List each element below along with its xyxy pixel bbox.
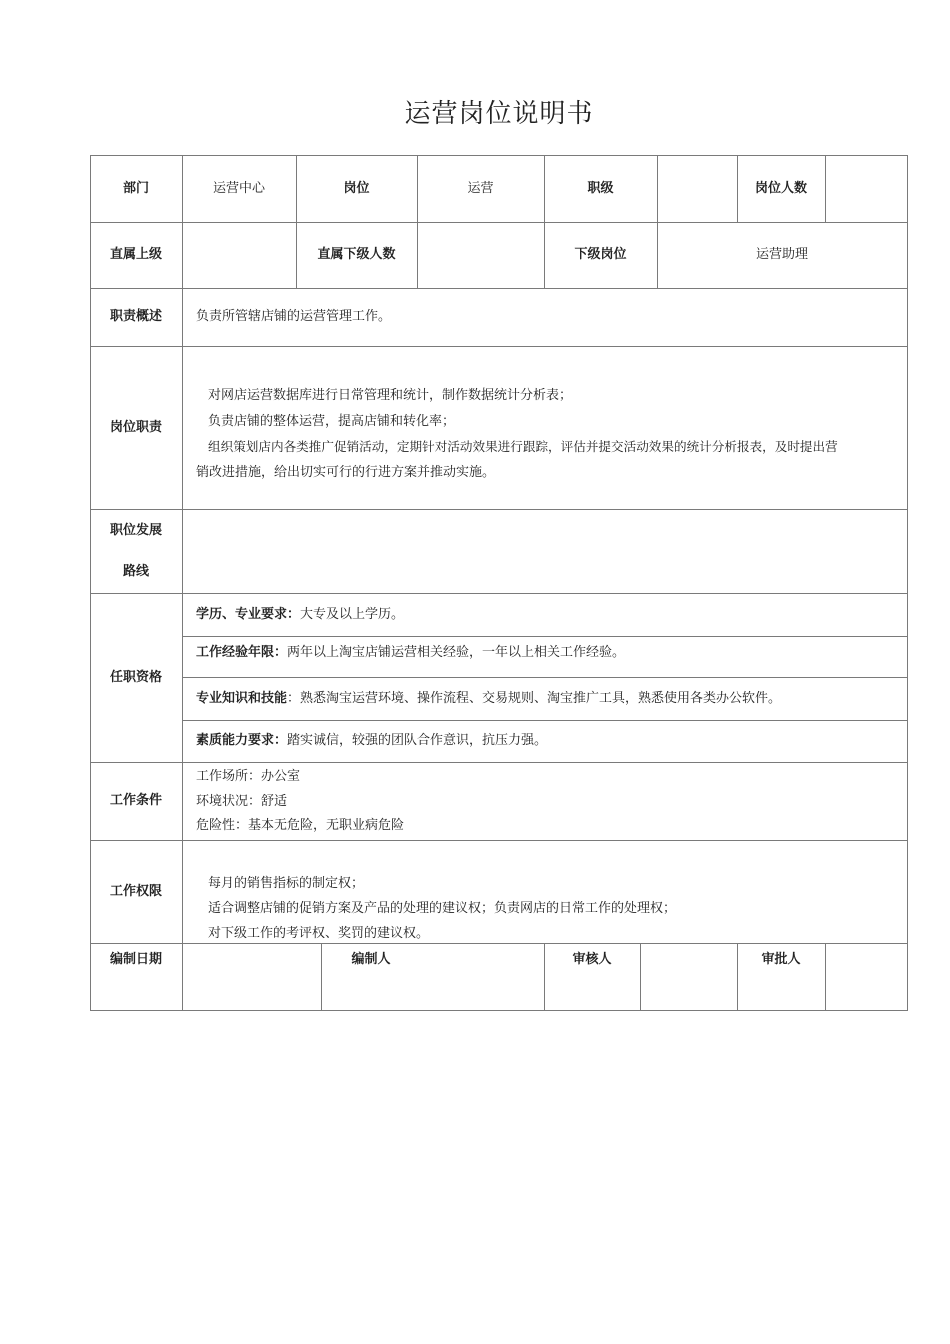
qualification-key: 学历、专业要求：	[196, 606, 301, 622]
career-label-line: 职位发展	[109, 523, 162, 538]
authority-line: 适合调整店铺的促销方案及产品的处理的建议权；负责网店的日常工作的处理权；	[208, 901, 677, 916]
date-value	[182, 943, 321, 1010]
author-label: 编制人	[351, 952, 391, 968]
qualification-item	[182, 677, 907, 720]
post-value: 运营	[467, 180, 494, 196]
qualification-key: 工作经验年限：	[196, 645, 288, 661]
superior-value	[182, 222, 296, 288]
summary-label: 职责概述	[109, 309, 162, 325]
reviewer-label: 审核人	[572, 952, 612, 968]
qualification-item	[182, 636, 907, 670]
reviewer-value	[640, 943, 737, 1010]
condition-line: 危险性：基本无危险，无职业病危险	[196, 818, 405, 833]
qualification-label: 任职资格	[109, 669, 162, 685]
dept-label: 部门	[122, 180, 149, 196]
subordinate-count-label: 直属下级人数	[317, 247, 396, 263]
authority-list	[208, 871, 898, 946]
subordinate-post-value: 运营助理	[755, 247, 808, 263]
post-label: 岗位	[343, 180, 370, 196]
author-value	[421, 977, 544, 1010]
duties-label: 岗位职责	[109, 419, 162, 435]
condition-line: 环境状况：舒适	[196, 793, 288, 809]
job-description-table	[90, 155, 908, 1011]
duty-line: 销改进措施，给出切实可行的行进方案并推动实施。	[196, 464, 496, 480]
subordinate-post-label: 下级岗位	[574, 247, 627, 263]
approver-label: 审批人	[761, 952, 801, 968]
document-title: 运营岗位说明书	[404, 99, 594, 129]
approver-value	[825, 943, 907, 1010]
conditions-label: 工作条件	[109, 793, 162, 809]
subordinate-count-value	[417, 222, 544, 288]
qualification-key: 专业知识和技能	[196, 690, 288, 706]
grade-label: 职级	[587, 180, 614, 196]
qualification-value: 大专及以上学历。	[300, 606, 405, 622]
headcount-value	[825, 155, 907, 222]
duty-line: 对网店运营数据库进行日常管理和统计，制作数据统计分析表；	[208, 388, 573, 403]
superior-label: 直属上级	[109, 247, 162, 263]
qualification-item	[182, 720, 907, 762]
career-label	[90, 509, 182, 593]
conditions-list	[196, 765, 896, 839]
dept-value: 运营中心	[212, 180, 265, 196]
career-text	[182, 509, 907, 593]
duty-line: 负责店铺的整体运营，提高店铺和转化率；	[208, 413, 456, 429]
qualification-item	[182, 593, 907, 636]
career-label-line: 路线	[122, 564, 149, 579]
grade-value	[657, 155, 737, 222]
qualification-value: 两年以上淘宝店铺运营相关经验，一年以上相关工作经验。	[287, 645, 626, 661]
authority-line: 对下级工作的考评权、奖罚的建议权。	[208, 926, 430, 941]
qualification-value: ：熟悉淘宝运营环境、操作流程、交易规则、淘宝推广工具，熟悉使用各类办公软件。	[287, 690, 782, 706]
qualification-key: 素质能力要求：	[196, 733, 288, 749]
condition-line: 工作场所：办公室	[196, 769, 301, 784]
qualification-value: 踏实诚信，较强的团队合作意识，抗压力强。	[287, 733, 548, 749]
headcount-label: 岗位人数	[754, 180, 807, 196]
date-label: 编制日期	[109, 952, 162, 968]
duties-list	[196, 383, 904, 485]
summary-text: 负责所管辖店铺的运营管理工作。	[196, 309, 392, 325]
authority-line: 每月的销售指标的制定权；	[208, 876, 365, 891]
duty-line: 组织策划店内各类推广促销活动，定期针对活动效果进行跟踪，评估并提交活动效果的统计分析报表，及时提出营	[208, 439, 838, 454]
authority-label: 工作权限	[109, 883, 162, 899]
